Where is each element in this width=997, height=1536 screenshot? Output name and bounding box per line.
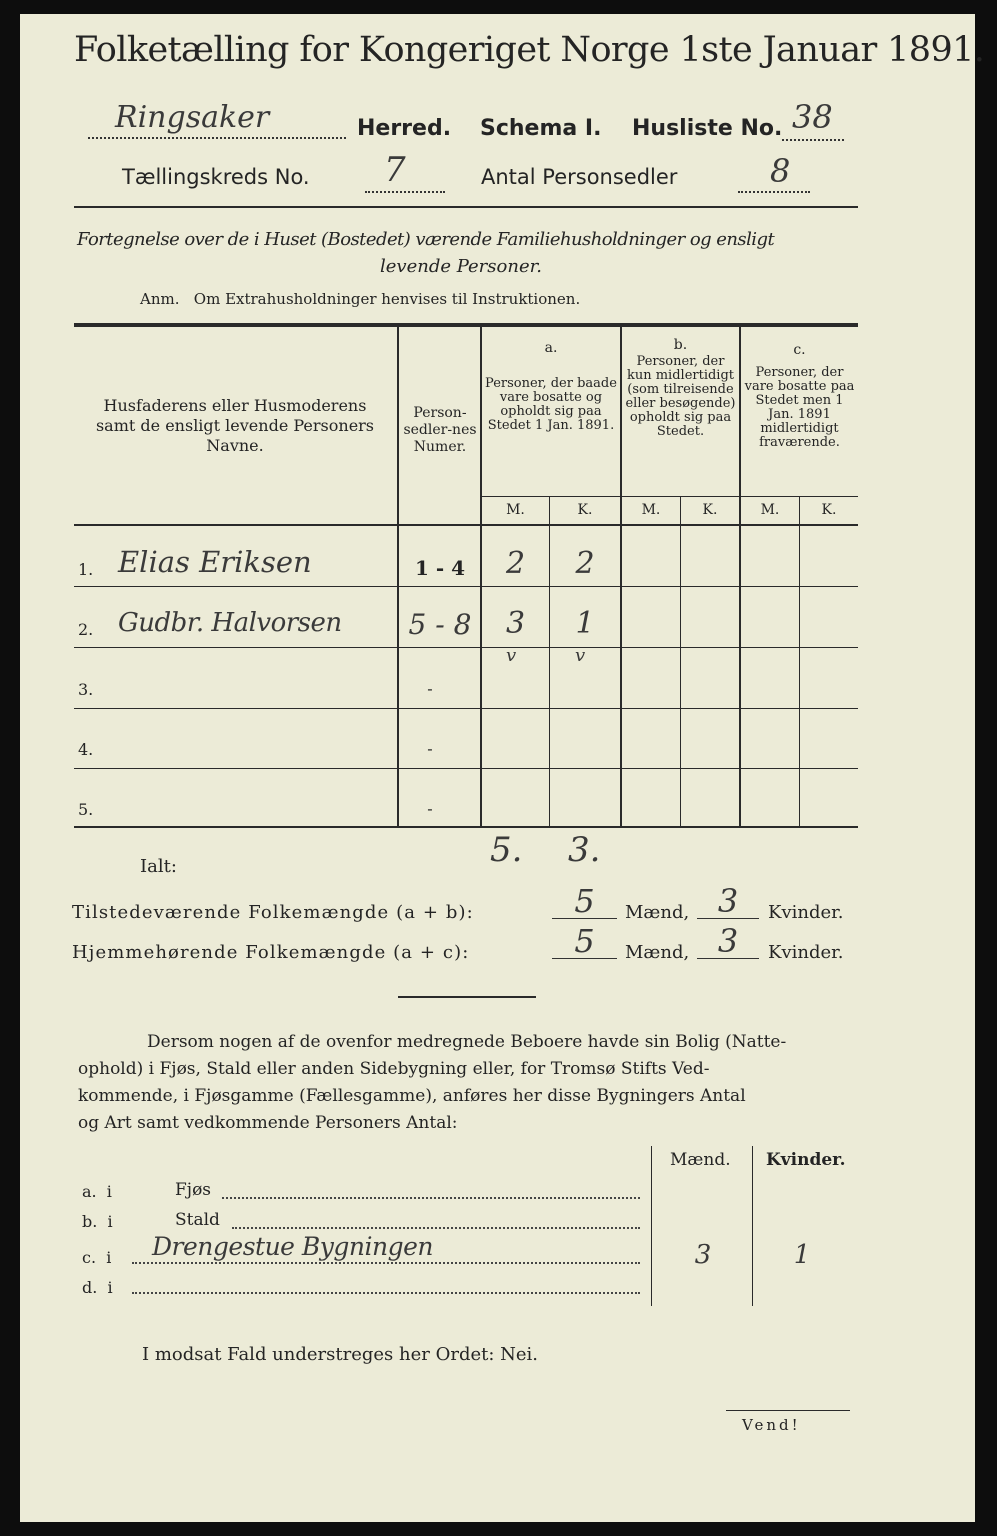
check-mark: v — [575, 645, 586, 666]
building-maend-value: 3 — [694, 1240, 712, 1270]
person-numbers: - — [427, 739, 433, 758]
tilstede-kvinder-value: 3 — [717, 882, 739, 920]
col-b-k-header: K. — [702, 502, 718, 518]
row-number: 1. — [78, 560, 94, 579]
row-number: 2. — [78, 620, 94, 639]
hjemme-maend-value: 5 — [574, 922, 595, 960]
vend-rule — [726, 1410, 850, 1411]
row-rule — [74, 708, 858, 709]
col-a-header: Personer, der baade vare bosatte og opholdt sig paa Stedet 1 Jan. 1891. — [485, 376, 617, 433]
col-b-m-header: M. — [641, 502, 661, 518]
paragraph-line: kommende, i Fjøsgamme (Fællesgamme), anføres her disse Bygningers Antal — [78, 1086, 746, 1106]
kreds-value: 7 — [384, 150, 406, 190]
count-a-k: 1 — [575, 606, 595, 641]
footer-note: I modsat Fald understreges her Ordet: Nei. — [142, 1344, 539, 1365]
col-b-header: Personer, der kun midlertidigt (som tilreisende eller besøgende) opholdt sig paa Stedet. — [625, 354, 736, 439]
tilstede-maend-label: Mænd, — [625, 902, 690, 923]
tilstede-label: Tilstedeværende Folkemængde (a + b): — [72, 902, 474, 923]
antal-dotted-line — [738, 191, 810, 193]
col-a-m-header: M. — [506, 502, 525, 518]
row-rule — [74, 647, 858, 648]
building-label: Drengestue Bygningen — [152, 1232, 434, 1261]
hjemme-maend-label: Mænd, — [625, 942, 690, 963]
herred-label: Herred. — [357, 116, 452, 141]
person-numbers: - — [427, 799, 433, 818]
mk-divider — [799, 497, 800, 826]
row-number: 3. — [78, 680, 94, 699]
hjemme-kvinder-value: 3 — [717, 922, 739, 960]
ialt-k: 3. — [568, 830, 601, 870]
buildings-divider — [651, 1146, 652, 1306]
kreds-label: Tællingskreds No. — [122, 165, 310, 189]
antal-value: 8 — [770, 152, 791, 190]
building-letter: c. i — [82, 1248, 112, 1267]
col-divider — [397, 326, 399, 826]
check-mark: v — [506, 645, 517, 666]
husliste-value: 38 — [792, 98, 833, 136]
col-a-letter: a. — [544, 340, 558, 356]
col-b-letter: b. — [673, 337, 688, 353]
dotted-leader — [132, 1292, 640, 1294]
building-letter: a. i — [82, 1182, 112, 1201]
num-column-header: Person-sedler-nes Numer. — [403, 405, 477, 455]
dotted-leader — [132, 1262, 640, 1264]
building-label: Stald — [175, 1210, 220, 1230]
building-letter: d. i — [82, 1278, 113, 1297]
hjemme-underline — [697, 958, 759, 959]
household-name: Gudbr. Halvorsen — [118, 608, 342, 638]
vend-label: Vend! — [742, 1416, 801, 1434]
person-numbers: 1 - 4 — [414, 556, 466, 580]
hjemme-label: Hjemmehørende Folkemængde (a + c): — [72, 942, 470, 963]
table-bottom-rule — [74, 826, 858, 828]
header-bottom-rule — [74, 524, 858, 526]
col-divider — [739, 326, 741, 826]
dotted-leader — [222, 1197, 640, 1199]
mk-top-rule — [481, 496, 858, 497]
husliste-label: Husliste No. — [632, 116, 783, 141]
building-kvinder-value: 1 — [793, 1240, 811, 1270]
paragraph-line: Dersom nogen af de ovenfor medregnede Beboere havde sin Bolig (Natte- — [147, 1032, 787, 1052]
row-number: 5. — [78, 800, 94, 819]
header-rule — [74, 206, 858, 208]
person-numbers: - — [427, 679, 433, 698]
name-column-header: Husfaderens eller Husmoderens samt de ensligt levende Personers Navne. — [95, 396, 375, 455]
note-anm: Anm. Om Extrahusholdninger henvises til Instruktionen. — [140, 290, 581, 308]
building-letter: b. i — [82, 1212, 113, 1231]
dotted-leader — [232, 1227, 640, 1229]
tilstede-maend-value: 5 — [574, 882, 595, 920]
schema-label: Schema I. — [480, 116, 602, 141]
row-number: 4. — [78, 740, 94, 759]
subtitle-line2: levende Personer. — [380, 256, 542, 277]
building-label: Fjøs — [175, 1180, 212, 1200]
paragraph-line: og Art samt vedkommende Personers Antal: — [78, 1113, 458, 1133]
form-title: Folketælling for Kongeriget Norge 1ste Januar 1891. — [74, 30, 985, 70]
hjemme-kvinder-label: Kvinder. — [768, 942, 844, 963]
antal-label: Antal Personsedler — [481, 165, 678, 189]
col-c-header: Personer, der vare bosatte paa Stedet men 1 Jan. 1891 midlertidigt fraværende. — [744, 365, 855, 450]
herred-dotted-line — [88, 137, 346, 139]
buildings-divider — [752, 1146, 753, 1306]
col-c-k-header: K. — [821, 502, 837, 518]
husliste-dotted-line — [782, 139, 844, 141]
col-divider — [620, 326, 622, 826]
count-a-k: 2 — [575, 546, 595, 581]
person-numbers: 5 - 8 — [408, 608, 472, 641]
herred-value: Ringsaker — [115, 100, 270, 135]
hjemme-underline — [552, 958, 617, 959]
col-c-m-header: M. — [760, 502, 780, 518]
ialt-m: 5. — [490, 830, 523, 870]
subtitle-line1: Fortegnelse over de i Huset (Bostedet) værende Familiehusholdninger og ensligt — [77, 229, 775, 250]
household-name: Elias Eriksen — [118, 545, 312, 579]
count-a-m: 3 — [505, 606, 526, 641]
paragraph-line: ophold) i Fjøs, Stald eller anden Sidebygning eller, for Tromsø Stifts Ved- — [78, 1059, 710, 1079]
buildings-kvinder-header: Kvinder. — [766, 1150, 846, 1170]
tilstede-kvinder-label: Kvinder. — [768, 902, 844, 923]
count-a-m: 2 — [505, 546, 526, 581]
kreds-dotted-line — [365, 191, 445, 193]
buildings-maend-header: Mænd. — [670, 1150, 731, 1170]
mk-divider — [680, 497, 681, 826]
tilstede-underline — [697, 918, 759, 919]
tilstede-underline — [552, 918, 617, 919]
col-a-k-header: K. — [577, 502, 593, 518]
ialt-label: Ialt: — [140, 856, 177, 877]
row-rule — [74, 586, 858, 587]
col-c-letter: c. — [793, 342, 806, 358]
row-rule — [74, 768, 858, 769]
separator-rule — [398, 996, 536, 998]
